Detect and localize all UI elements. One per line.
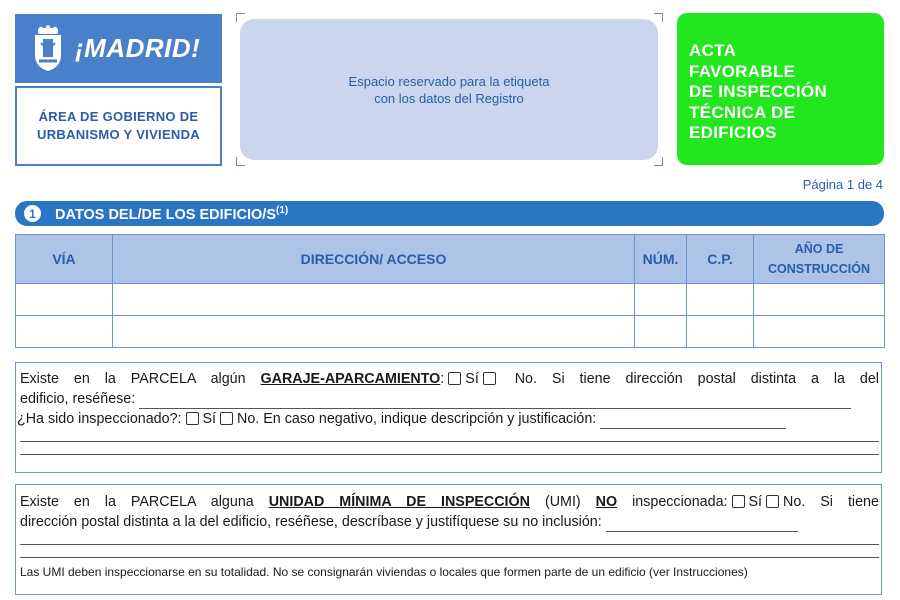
col-header-direccion: DIRECCIÓN/ ACCESO: [113, 235, 635, 284]
reserved-line-2: con los datos del Registro: [374, 90, 524, 106]
table-row: [16, 316, 885, 348]
garaje-si-checkbox[interactable]: [448, 372, 461, 385]
garaje-box: [15, 362, 882, 473]
cell-ano[interactable]: [754, 316, 885, 348]
umi-justification-line[interactable]: [20, 532, 879, 545]
acta-title-box: [677, 13, 884, 165]
cell-cp[interactable]: [687, 316, 754, 348]
government-area-box: [15, 86, 222, 166]
area-line-1: ÁREA DE GOBIERNO DE: [38, 109, 199, 124]
col-header-cp: C.P.: [687, 235, 754, 284]
cell-ano[interactable]: [754, 284, 885, 316]
acta-line-1: ACTA: [689, 41, 737, 60]
garaje-no-checkbox[interactable]: [483, 372, 496, 385]
col-header-ano-construccion: AÑO DE CONSTRUCCIÓN: [754, 235, 885, 284]
umi-no-checkbox[interactable]: [766, 495, 779, 508]
umi-no-label: NO: [595, 494, 618, 510]
garaje-address-field[interactable]: [139, 394, 851, 409]
umi-line-2: dirección postal distinta a la del edificio, reséñese, descríbase y justifíquese su no inclusión:: [20, 512, 879, 532]
cell-via[interactable]: [16, 284, 113, 316]
acta-line-5: EDIFICIOS: [689, 123, 777, 142]
umi-box: [15, 484, 882, 595]
building-data-table: [15, 234, 885, 348]
garaje-line-1: Existe en la PARCELA algún GARAJE-APARCAMIENTO: Sí No. Si tiene dirección postal distinta a la del: [20, 371, 879, 387]
table-row: [16, 284, 885, 316]
umi-justification-field[interactable]: [606, 517, 798, 532]
corner-mark: [654, 157, 663, 166]
reserved-line-1: Espacio reservado para la etiqueta: [348, 73, 550, 89]
area-line-2: URBANISMO Y VIVIENDA: [37, 127, 200, 142]
garaje-label: GARAJE-APARCAMIENTO: [260, 371, 441, 387]
section-header-1: [15, 201, 884, 226]
umi-label: UNIDAD MÍNIMA DE INSPECCIÓN: [268, 494, 530, 510]
umi-si-checkbox[interactable]: [732, 495, 745, 508]
cell-direccion[interactable]: [113, 284, 635, 316]
corner-mark: [654, 13, 663, 22]
inspeccionado-si-checkbox[interactable]: [186, 412, 199, 425]
justificacion-field[interactable]: [600, 414, 786, 429]
footnote-ref: (1): [276, 204, 289, 216]
acta-line-3: DE INSPECCIÓN: [689, 82, 828, 101]
section-title: DATOS DEL/DE LOS EDIFICIO/$S^{(1)}$: [55, 204, 289, 223]
umi-line-1: Existe en la PARCELA alguna UNIDAD MÍNIMA DE INSPECCIÓN (UMI) NO inspeccionada: Sí No. Si tiene: [20, 494, 879, 510]
cell-num[interactable]: [635, 284, 687, 316]
corner-mark: [236, 157, 245, 166]
cell-direccion[interactable]: [113, 316, 635, 348]
umi-justification-line[interactable]: [20, 545, 879, 558]
logo-text: ¡MADRID!: [75, 33, 201, 63]
page-number: Página 1 de 4: [802, 177, 883, 192]
umi-note: Las UMI deben inspeccionarse en su totalidad. No se consignarán viviendas o locales que formen parte de un edificio (ver Instrucciones): [20, 565, 748, 579]
garaje-line-2: edificio, reséñese:: [20, 389, 879, 409]
justificacion-line[interactable]: [20, 442, 879, 455]
acta-line-2: FAVORABLE: [689, 61, 796, 81]
col-header-num: NÚM.: [635, 235, 687, 284]
registry-label-area: [240, 19, 658, 160]
inspeccionado-no-checkbox[interactable]: [220, 412, 233, 425]
justificacion-line[interactable]: [20, 429, 879, 442]
madrid-logo: [15, 14, 222, 83]
acta-line-4: TÉCNICA DE: [689, 102, 796, 122]
corner-mark: [236, 13, 245, 22]
section-number-badge: 1: [24, 205, 41, 222]
garaje-line-3: ¿Ha sido inspeccionado?: Sí No. En caso negativo, indique descripción y justificación:: [17, 409, 879, 429]
madrid-crest-icon: [29, 25, 67, 73]
cell-via[interactable]: [16, 316, 113, 348]
col-header-via: VÍA: [16, 235, 113, 284]
cell-cp[interactable]: [687, 284, 754, 316]
cell-num[interactable]: [635, 316, 687, 348]
